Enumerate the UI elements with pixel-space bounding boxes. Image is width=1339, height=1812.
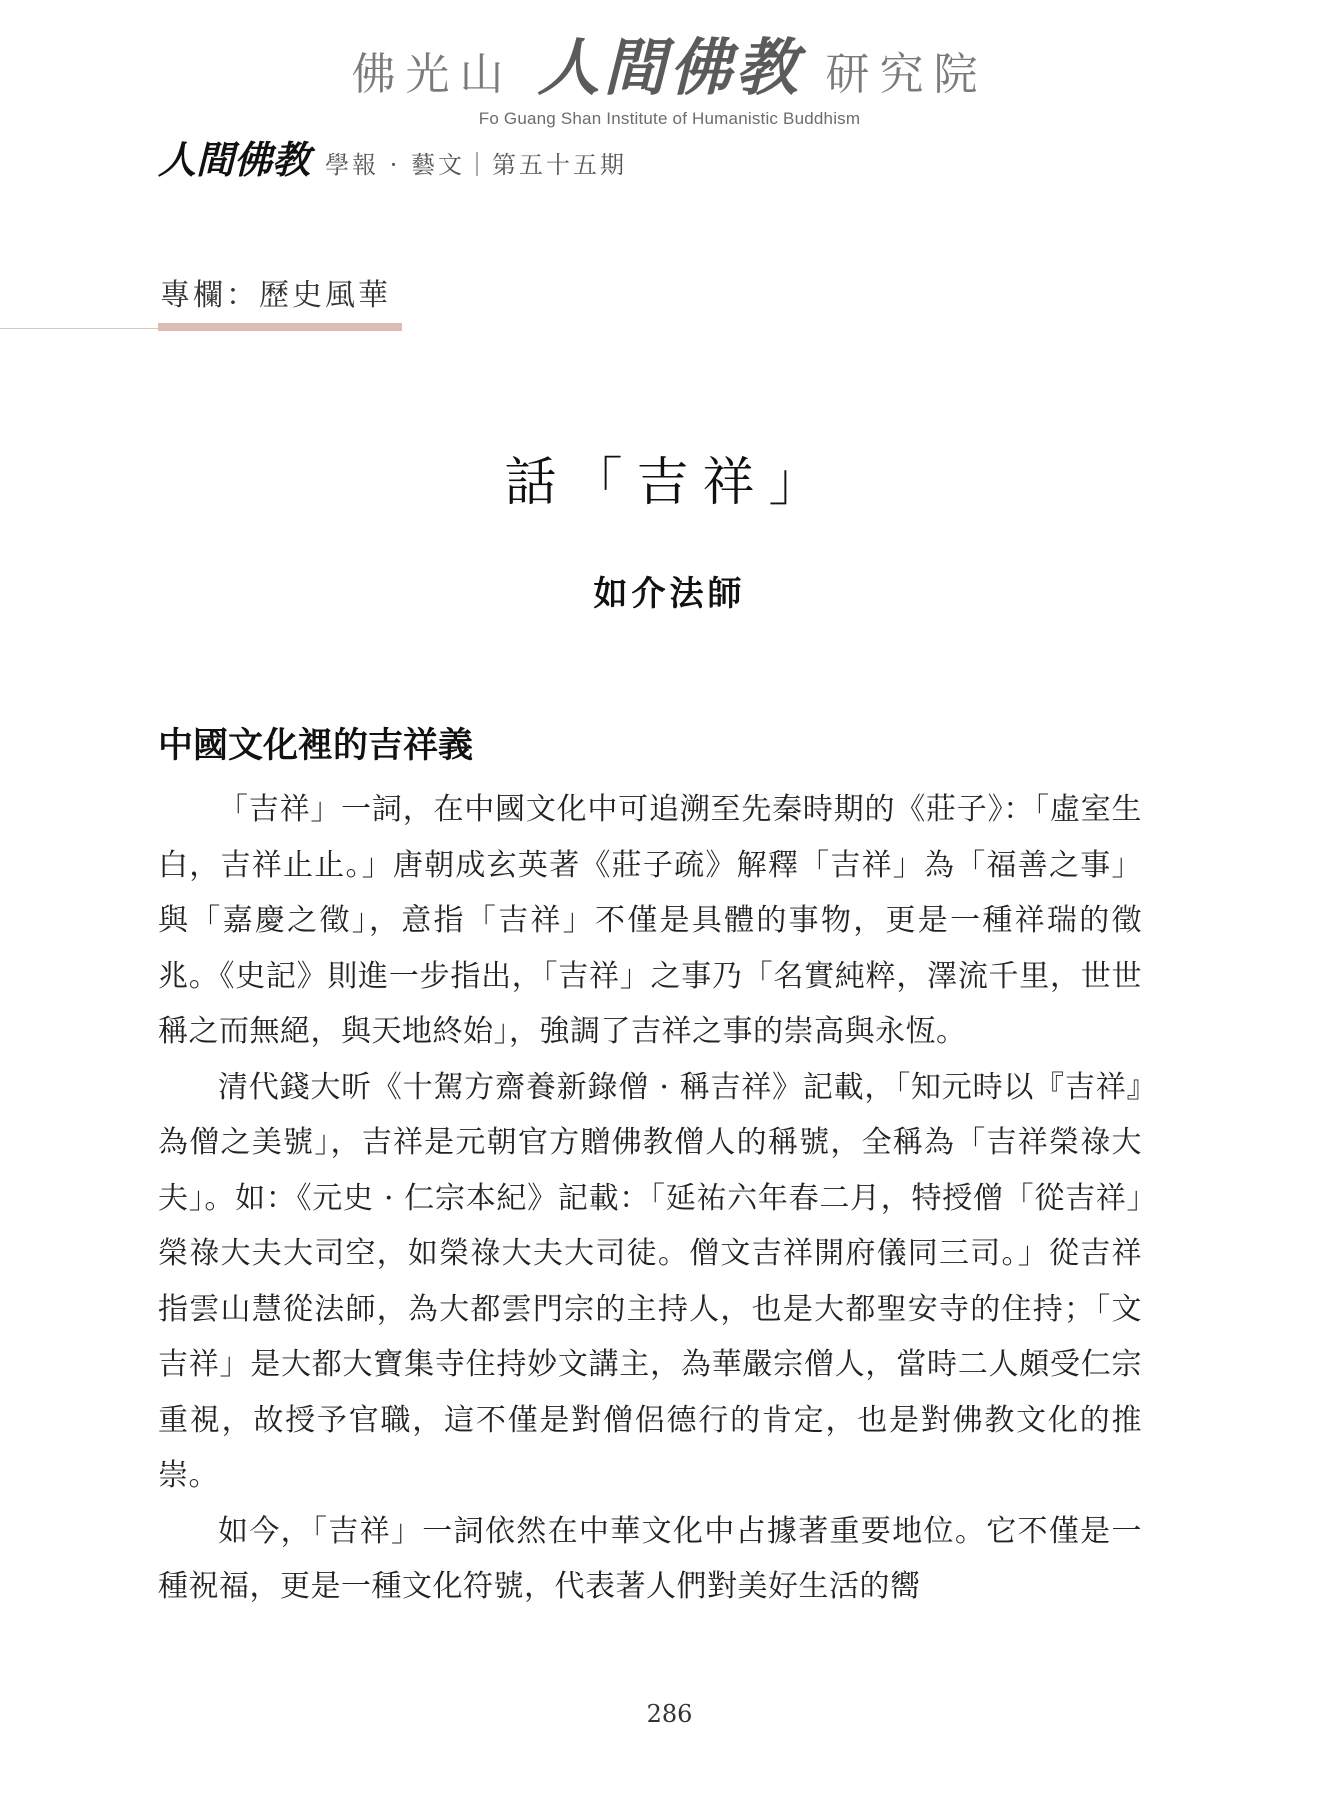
journal-brand-logo: 人間佛教 <box>158 137 311 182</box>
institute-prefix: 佛光山 <box>351 49 514 100</box>
journal-header <box>158 138 627 190</box>
institute-brand-logo: 人間佛教 <box>537 31 802 104</box>
article-title: 話「吉祥」 <box>504 453 835 513</box>
paragraph: 「吉祥」一詞，在中國文化中可追溯至先秦時期的《莊子》：「虛室生白，吉祥止止。」唐朝成玄英著《莊子疏》解釋「吉祥」為「福善之事」與「嘉慶之徵」，意指「吉祥」不僅是具體的事物，更是一種祥瑞的徵兆。《史記》則進一步指出，「吉祥」之事乃「名實純粹，澤流千里，世世稱之而無絕，與天地終始」，強調了吉祥之事的崇高與永恆。 <box>158 792 1142 1049</box>
institute-suffix: 研究院 <box>825 49 988 100</box>
journal-subtitle: 學報 · 藝文｜第五十五期 <box>325 151 627 179</box>
paragraph: 清代錢大昕《十駕方齋養新錄僧 · 稱吉祥》記載，「知元時以『吉祥』為僧之美號」，吉祥是元朝官方贈佛教僧人的稱號，全稱為「吉祥榮祿大夫」。如：《元史 · 仁宗本紀》記載：「延祐六年春二月，特授僧「從吉祥」榮祿大夫大司空，如榮祿大夫大司徒。僧文吉祥開府儀同三司。」從吉祥指雲山慧從法師，為大都雲門宗的主持人，也是大都聖安寺的住持；「文吉祥」是大都大寶集寺住持妙文講主，為華嚴宗僧人，當時二人頗受仁宗重視，故授予官職，這不僅是對僧侶德行的肯定，也是對佛教文化的推崇。 <box>158 1069 1142 1493</box>
institute-name <box>0 31 1339 105</box>
paragraph: 如今，「吉祥」一詞依然在中華文化中占據著重要地位。它不僅是一種祝福，更是一種文化符號，代表著人們對美好生活的嚮 <box>158 1513 1142 1604</box>
column-rule-accent <box>158 323 402 331</box>
institute-header <box>0 31 1339 129</box>
article-author: 如介法師 <box>593 574 746 614</box>
section-heading: 中國文化裡的吉祥義 <box>158 725 474 766</box>
column-label: 專欄：歷史風華 <box>160 278 391 313</box>
article-body <box>158 782 1142 1615</box>
institute-english-name: Fo Guang Shan Institute of Humanistic Buddhism <box>478 109 861 128</box>
column-rule-thin <box>0 328 160 329</box>
page-number: 286 <box>646 1700 693 1728</box>
